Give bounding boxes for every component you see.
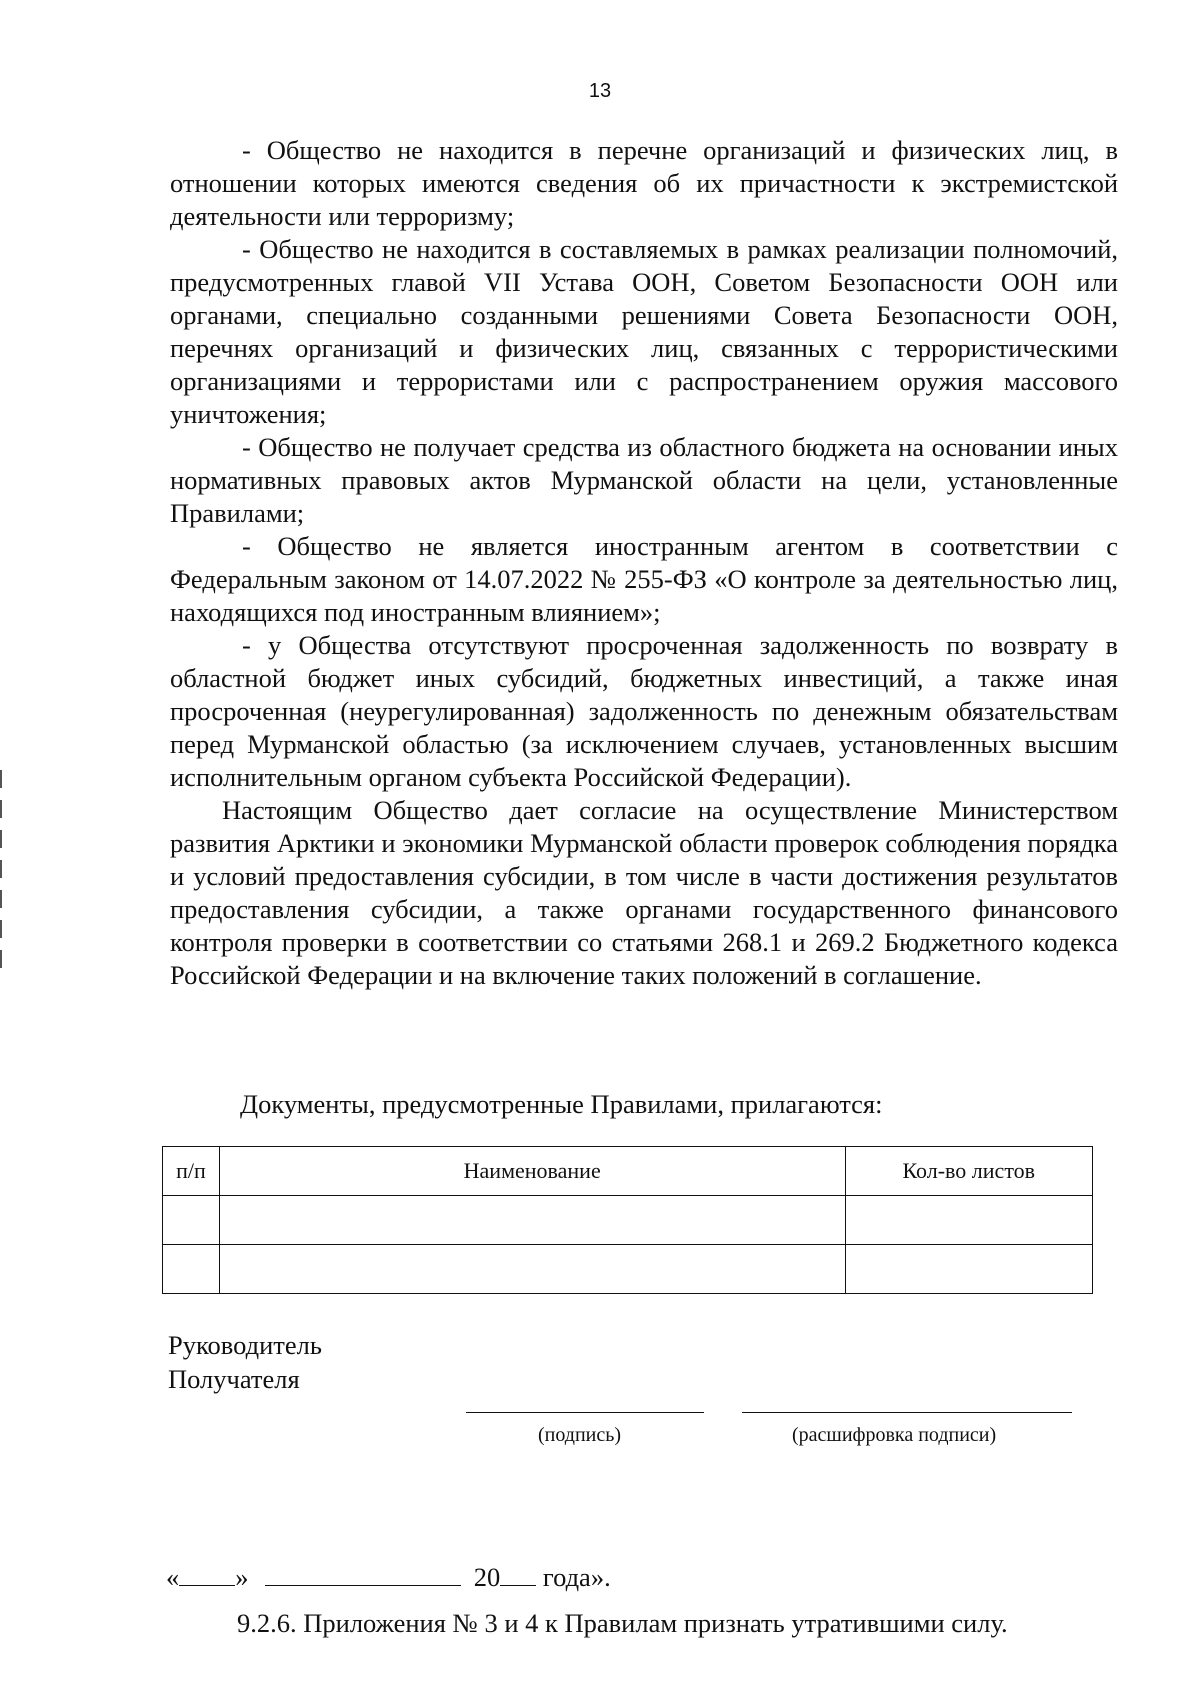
year-blank [500,1563,536,1586]
signature-decode-line [742,1412,1072,1413]
table-cell [163,1245,220,1294]
column-name: Наименование [219,1147,845,1196]
column-number: п/п [163,1147,220,1196]
signer-title [168,1328,322,1396]
date-suffix: года». [542,1562,611,1592]
signer-title-line1: Руководитель [168,1330,322,1360]
signature-decode-caption: (расшифровка подписи) [792,1424,997,1446]
paragraph-debts: - у Общества отсутствуют просроченная задолженность по возврату в областной бюджет иных субсидий, бюджетных инвестиций, а также иная просроченная (неурегулированная) задолженность по денежным обязательствам перед Мурманской областью (за исключением случаев, установленных высшим исполнительным органом субъекта Российской Федерации). [170,630,1118,792]
paragraph-un-lists: - Общество не находится в составляемых в рамках реализации полномочий, предусмотренных главой VII Устава ООН, Советом Безопасности ООН или органами, специально созданными решениями Совета Безопасности ООН, перечнях организаций и физических лиц, связанных с террористическими организациями и террористами или с распространением оружия массового уничтожения; [170,234,1118,429]
final-item: 9.2.6. Приложения № 3 и 4 к Правилам признать утратившими силу. [237,1608,1008,1638]
table-row [163,1196,1093,1245]
table-cell [845,1245,1093,1294]
signature-line [466,1412,704,1413]
paragraph-consent: Настоящим Общество дает согласие на осуществление Министерством развития Арктики и экономики Мурманской области проверок соблюдения порядка и условий предоставления субсидии, в том числе в части достижения результатов предоставления субсидии, а также органами государственного финансового контроля проверки в соответствии со статьями 268.1 и 269.2 Бюджетного кодекса Российской Федерации и на включение таких положений в соглашение. [170,795,1118,990]
table-cell [219,1245,845,1294]
paragraph-budget-funds: - Общество не получает средства из областного бюджета на основании иных нормативных правовых актов Мурманской области на цели, установленные Правилами; [170,432,1118,528]
table-cell [845,1196,1093,1245]
date-close-quote: » [235,1562,249,1592]
year-prefix: 20 [473,1562,501,1592]
column-sheets: Кол-во листов [845,1147,1093,1196]
day-blank [179,1563,235,1586]
documents-table [162,1146,1093,1294]
table-cell [219,1196,845,1245]
page-number: 13 [588,80,612,102]
documents-table-header [163,1147,1093,1196]
date-line [166,1562,611,1593]
paragraph-extremism: - Общество не находится в перечне организаций и физических лиц, в отношении которых имеются сведения об их причастности к экстремистской деятельности или терроризму; [170,135,1118,231]
paragraph-foreign-agent: - Общество не является иностранным агентом в соответствии с Федеральным законом от 14.07.2022 № 255-ФЗ «О контроле за деятельностью лиц, находящихся под иностранным влиянием»; [170,531,1118,627]
documents-heading: Документы, предусмотренные Правилами, прилагаются: [240,1089,883,1119]
date-open-quote: « [166,1562,180,1592]
table-row [163,1245,1093,1294]
body-text [170,134,1118,992]
scan-margin-mark [0,770,2,970]
signer-title-line2: Получателя [168,1364,300,1394]
signature-caption: (подпись) [538,1424,622,1446]
table-cell [163,1196,220,1245]
month-blank [265,1563,461,1586]
